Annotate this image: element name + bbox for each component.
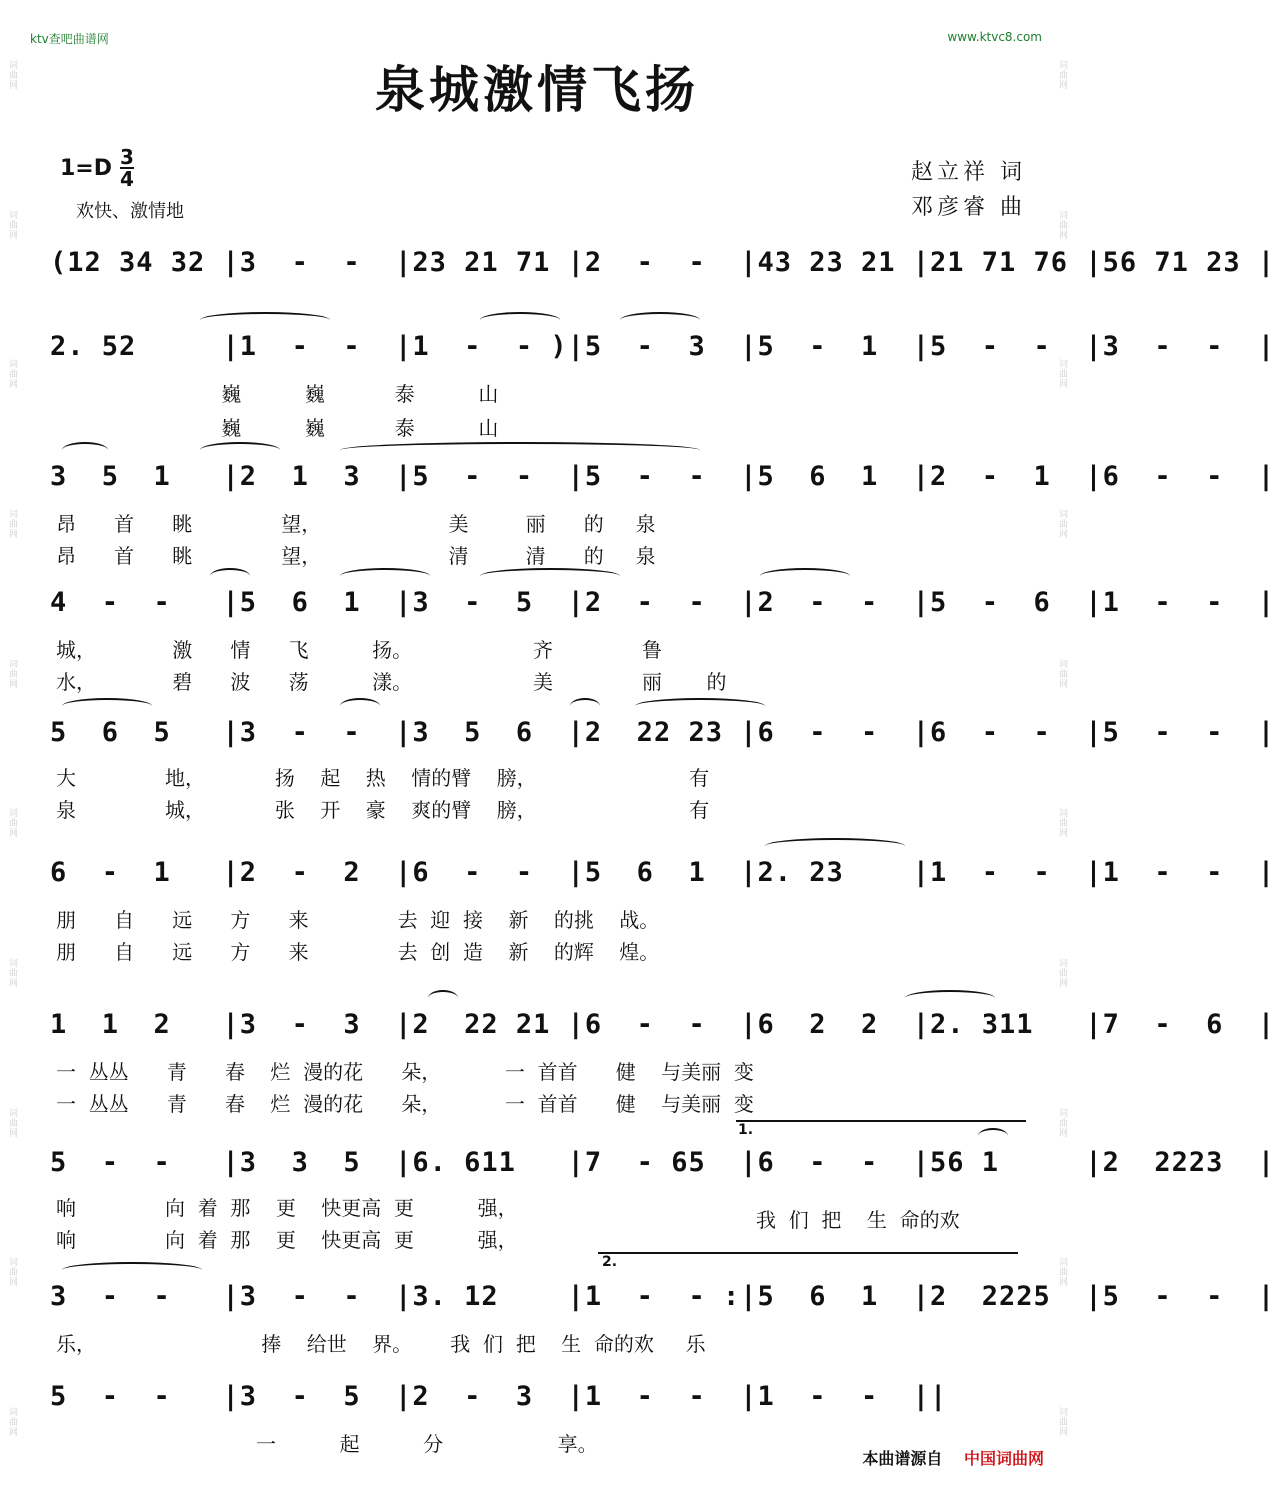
note-line: 5 - - |3 3 5 |6. 611 |7 - 65 |6 - - |56 1 |2 2223 | [50,1147,1275,1178]
note-line: 3 5 1 |2 1 3 |5 - - |5 - - |5 6 1 |2 - 1 |6 - - | [50,461,1275,492]
slur [62,698,152,714]
lyric-line: 水， 碧 波 荡 漾。 美 丽 的 [56,670,727,694]
staff-row-1 [50,238,1275,288]
lyricist-credit: 赵立祥 词 [911,160,1026,185]
slur [978,1128,1008,1144]
staff-row-10 [50,1372,1028,1422]
watermark-text: 词曲网 [1057,59,1067,90]
note-line: 3 - - |3 - - |3. 12 |1 - - :|5 6 1 |2 2225 |5 - - | [50,1281,1275,1312]
key-signature [60,147,134,189]
slur [340,568,430,584]
slur [480,312,560,328]
slur [620,312,700,328]
lyric-line: 一 丛丛 青 春 烂 漫的花 朵， 一 首首 健 与美丽 变 [56,1060,754,1084]
source-label: 本曲谱源自 [862,1449,943,1468]
lyric-line: 朋 自 远 方 来 去 创 造 新 的辉 煌。 [56,940,660,964]
note-line: 5 6 5 |3 - - |3 5 6 |2 22 23 |6 - - |6 - - |5 - - | [50,717,1275,748]
slur [340,698,380,714]
lyric-line: 巍 巍 泰 山 [56,416,499,440]
volta-label: 1. [738,1122,754,1138]
lyric-line: 响 向 着 那 更 快更高 更 强， [56,1228,518,1252]
lyric-line: 巍 巍 泰 山 [56,382,499,406]
watermark-text: 词曲网 [7,508,17,539]
site-label-right[interactable]: www.ktvc8.com [947,30,1042,44]
lyric-line: 一 起 分 享。 [256,1432,598,1456]
slur [760,568,850,584]
staff-row-3 [50,452,1275,502]
tie [635,698,765,714]
slur [200,442,280,458]
watermark-text: 词曲网 [7,1257,17,1288]
note-line: 1 1 2 |3 - 3 |2 22 21 |6 - - |6 2 2 |2. 311 |7 - 6 | [50,1009,1275,1040]
time-signature [120,147,134,189]
note-line: 5 - - |3 - 5 |2 - 3 |1 - - |1 - - || [50,1381,948,1412]
tie [340,442,700,458]
volta-bracket-1 [736,1120,1026,1122]
slur [210,568,250,584]
watermark-text: 词曲网 [1057,808,1067,839]
watermark-right [1052,0,1072,1497]
staff-row-4 [50,578,1275,628]
source-site-link[interactable]: 中国词曲网 [963,1449,1044,1468]
watermark-text: 词曲网 [7,1107,17,1138]
watermark-text: 词曲网 [1057,1107,1067,1138]
watermark-text: 词曲网 [7,658,17,689]
lyric-line: 昂 首 眺 望， 美 丽 的 泉 [56,512,656,536]
note-line: 2. 52 |1 - - |1 - - )|5 - 3 |5 - 1 |5 - - |3 - - | [50,331,1275,362]
lyric-line: 城， 激 情 飞 扬。 齐 鲁 [56,638,662,662]
watermark-text: 词曲网 [1057,359,1067,390]
watermark-text: 词曲网 [7,808,17,839]
lyric-line: 泉 城， 张 开 豪 爽的臂 膀， 有 [56,798,710,822]
lyric-line: 一 丛丛 青 春 烂 漫的花 朵， 一 首首 健 与美丽 变 [56,1092,754,1116]
watermark-text: 词曲网 [1057,1257,1067,1288]
composer-credit: 邓彦睿 曲 [911,195,1026,220]
slur [62,442,108,458]
watermark-text: 词曲网 [7,1407,17,1438]
watermark-text: 词曲网 [7,59,17,90]
note-line: 4 - - |5 6 1 |3 - 5 |2 - - |2 - - |5 - 6 |1 - - | [50,587,1275,618]
lyric-line: 乐， 捧 给世 界。 我 们 把 生 命的欢 乐 [56,1332,706,1356]
lyric-line: 朋 自 远 方 来 去 迎 接 新 的挑 战。 [56,908,660,932]
key-text: 1=D [60,155,113,181]
meter-bottom: 4 [120,167,134,191]
slur [905,990,995,1006]
lyric-line: 大 地， 扬 起 热 情的臂 膀， 有 [56,766,710,790]
note-line: 6 - 1 |2 - 2 |6 - - |5 6 1 |2. 23 |1 - - |1 - - | [50,857,1275,888]
watermark-text: 词曲网 [1057,508,1067,539]
volta-label: 2. [602,1254,618,1270]
tie [765,838,905,854]
staff-row-2 [50,322,1275,372]
song-title: 泉城激情飞扬 [375,60,699,119]
slur [200,312,330,328]
tie [480,568,620,584]
watermark-text: 词曲网 [1057,658,1067,689]
staff-row-6 [50,848,1275,898]
note-line: (12 34 32 |3 - - |23 21 71 |2 - - |43 23 21 |21 71 76 |56 71 23 | [50,247,1275,278]
watermark-text: 词曲网 [1057,957,1067,988]
watermark-text: 词曲网 [7,957,17,988]
lyric-line: 我 们 把 生 命的欢 [756,1208,960,1232]
site-label-left[interactable]: ktv查吧曲谱网 [30,32,109,46]
source-footer [862,1446,1044,1469]
slur [570,698,600,714]
lyric-line: 响 向 着 那 更 快更高 更 强， [56,1196,518,1220]
watermark-text: 词曲网 [1057,209,1067,240]
watermark-left [2,0,22,1497]
tempo-marking: 欢快、激情地 [76,201,184,222]
staff-row-7 [50,1000,1275,1050]
lyric-line: 昂 首 眺 望， 清 清 的 泉 [56,544,656,568]
watermark-text: 词曲网 [7,359,17,390]
slur [428,990,458,1006]
staff-row-5 [50,708,1275,758]
meter-top: 3 [120,145,134,169]
watermark-text: 词曲网 [7,209,17,240]
tie [62,1262,202,1278]
volta-bracket-2 [598,1252,1018,1254]
watermark-text: 词曲网 [1057,1407,1067,1438]
